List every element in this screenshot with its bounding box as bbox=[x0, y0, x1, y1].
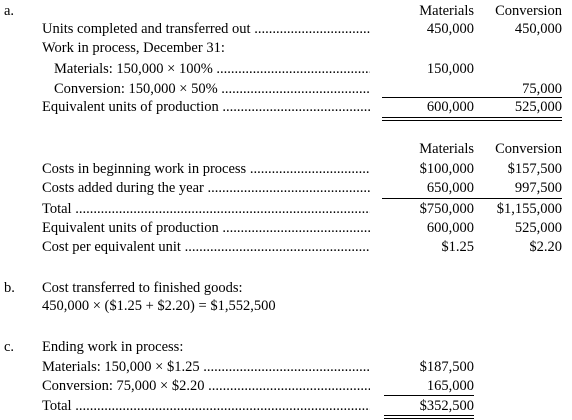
t2-subtotal-rule bbox=[382, 198, 562, 199]
section-c-marker: c. bbox=[4, 339, 15, 355]
c-total-double-rule bbox=[384, 415, 474, 419]
section-b-heading: Cost transferred to finished goods: bbox=[42, 280, 243, 296]
section-c-heading: Ending work in process: bbox=[42, 339, 184, 355]
t2-row-materials: 600,000 bbox=[426, 220, 474, 236]
t1-row-label: Units completed and transferred out ..... bbox=[42, 20, 370, 38]
t2-row-conversion: $157,500 bbox=[507, 161, 562, 177]
t2-row-label: Cost per equivalent unit ..... bbox=[42, 238, 370, 256]
t2-row-label: Costs in beginning work in process ..... bbox=[42, 160, 370, 178]
t1-row-materials: 600,000 bbox=[426, 99, 474, 115]
t1-total-double-rule bbox=[382, 117, 562, 121]
c-row-amount: $352,500 bbox=[419, 398, 474, 414]
t2-row-materials: $100,000 bbox=[419, 161, 474, 177]
t1-row-conversion: 450,000 bbox=[514, 21, 562, 37]
t2-header-materials: Materials bbox=[419, 141, 474, 157]
t2-row-conversion: 525,000 bbox=[514, 220, 562, 236]
t2-row-materials: $1.25 bbox=[441, 239, 474, 255]
c-subtotal-rule bbox=[384, 395, 474, 396]
t2-row-label: Equivalent units of production ..... bbox=[42, 219, 370, 237]
t1-row-label: Materials: 150,000 × 100% ..... bbox=[54, 60, 370, 78]
t1-header-conversion: Conversion bbox=[495, 3, 562, 19]
t1-row-conversion: 525,000 bbox=[514, 99, 562, 115]
t1-row-conversion: 75,000 bbox=[522, 81, 562, 97]
t1-row-label: Work in process, December 31: bbox=[42, 40, 225, 56]
t2-row-conversion: $2.20 bbox=[529, 239, 562, 255]
t2-row-conversion: $1,155,000 bbox=[496, 201, 562, 217]
t2-row-label: Total ..... bbox=[42, 200, 370, 218]
section-a-marker: a. bbox=[4, 3, 15, 19]
t1-row-label: Conversion: 150,000 × 50% ..... bbox=[54, 80, 370, 98]
t1-row-materials: 450,000 bbox=[426, 21, 474, 37]
section-b-formula: 450,000 × ($1.25 + $2.20) = $1,552,500 bbox=[42, 298, 276, 314]
c-row-amount: 165,000 bbox=[426, 378, 474, 394]
t2-row-materials: $750,000 bbox=[419, 201, 474, 217]
t1-row-materials: 150,000 bbox=[426, 61, 474, 77]
c-row-label: Materials: 150,000 × $1.25 ..... bbox=[42, 358, 370, 376]
c-row-amount: $187,500 bbox=[419, 359, 474, 375]
c-row-label: Conversion: 75,000 × $2.20 ..... bbox=[42, 377, 370, 395]
t2-header-conversion: Conversion bbox=[495, 141, 562, 157]
t2-row-conversion: 997,500 bbox=[514, 180, 562, 196]
t1-header-materials: Materials bbox=[419, 3, 474, 19]
c-row-label: Total ..... bbox=[42, 397, 370, 415]
t2-row-label: Costs added during the year ..... bbox=[42, 179, 370, 197]
section-b-marker: b. bbox=[4, 280, 15, 296]
t2-row-materials: 650,000 bbox=[426, 180, 474, 196]
t1-row-label: Equivalent units of production ..... bbox=[42, 98, 370, 116]
